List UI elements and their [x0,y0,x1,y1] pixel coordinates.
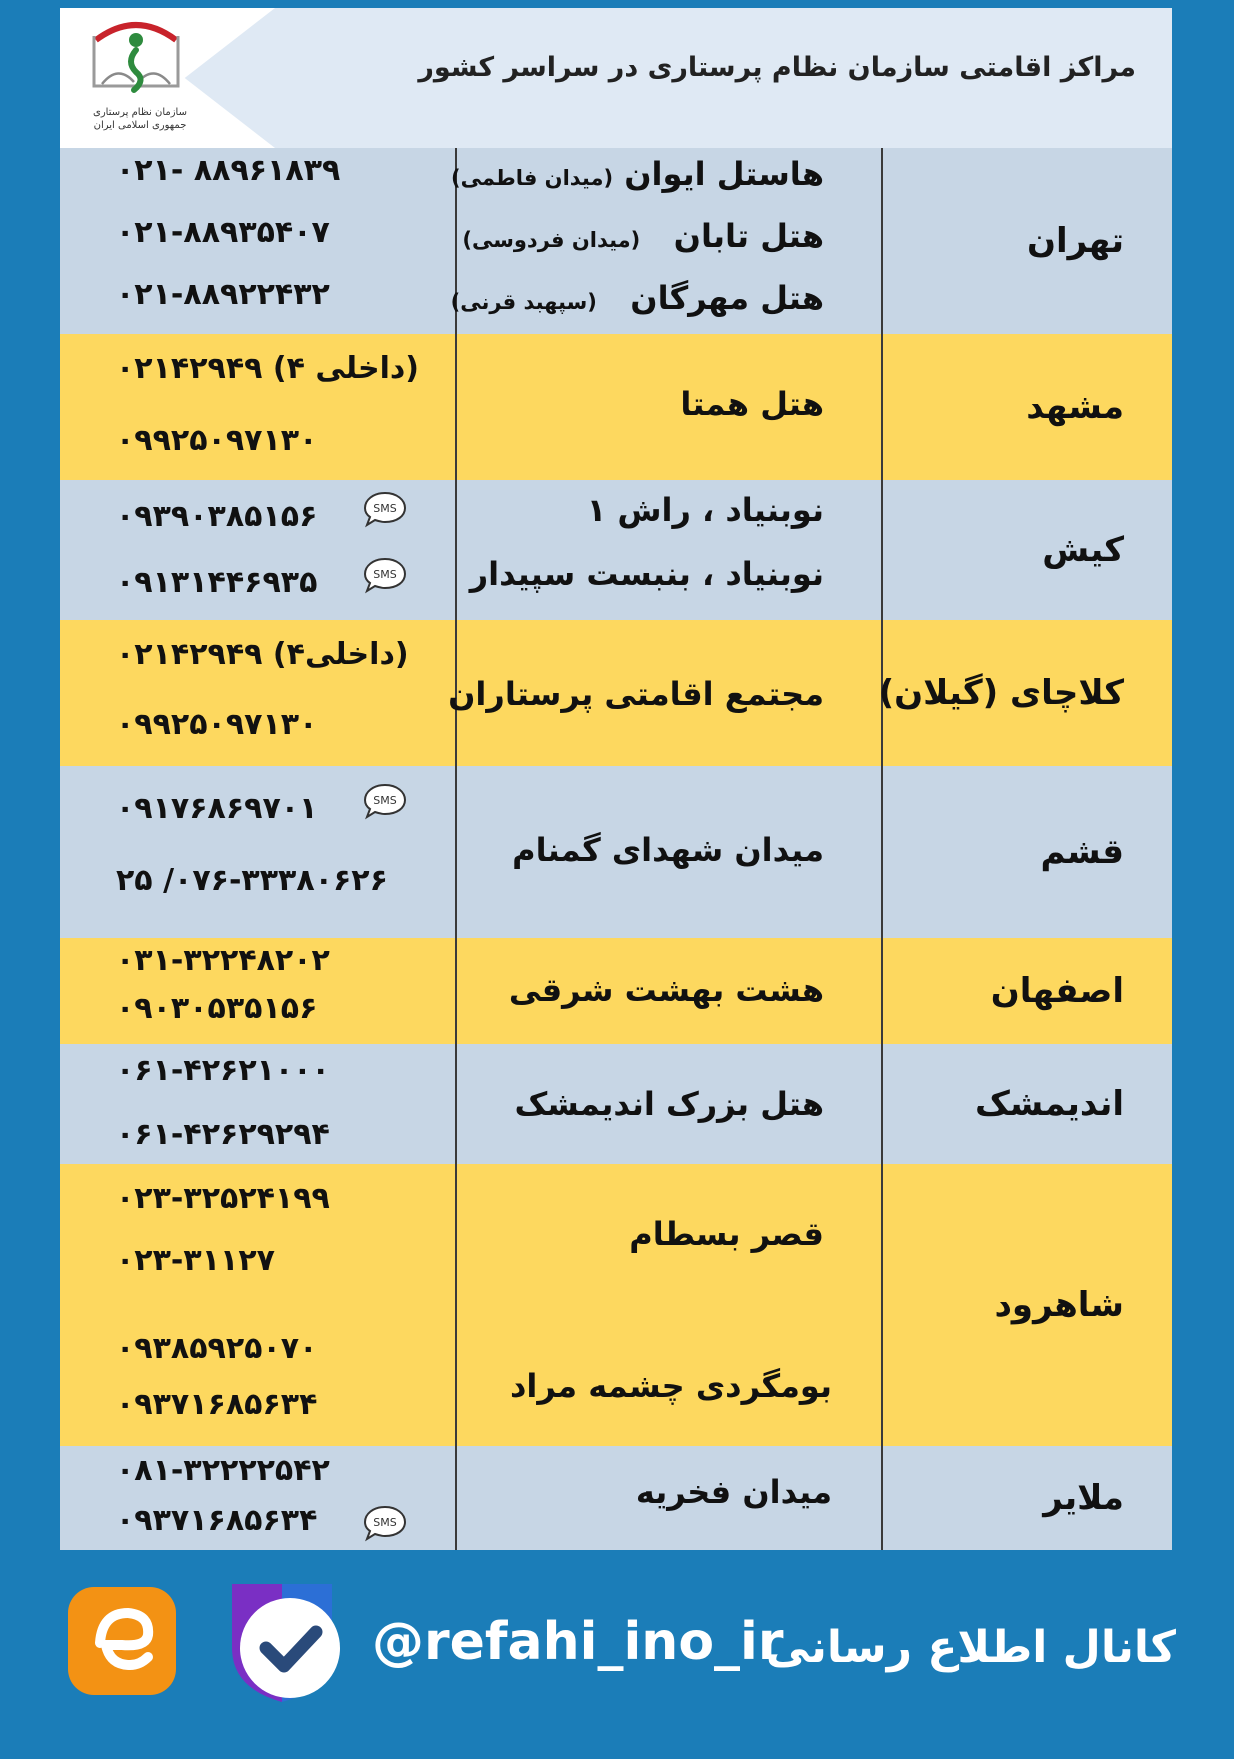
svg-text:SMS: SMS [373,568,397,581]
place-name: هتل بزرک اندیمشک [514,1085,824,1123]
place-name: هاستل ایوان (میدان فاطمی) [451,155,824,193]
place-name: بومگردی چشمه مراد [509,1367,832,1405]
phone-number: ۰۹۹۲۵۰۹۷۱۳۰ [116,423,318,458]
city-cell: تهران [1026,221,1124,261]
phone-number: ۰۹۹۲۵۰۹۷۱۳۰ [116,707,318,742]
phone-number: ۰۹۳۷۱۶۸۵۶۳۴ [116,1503,318,1538]
phone-number: ۰۲۱-۸۸۹۲۲۴۳۲ [116,277,330,312]
sms-icon [362,1504,408,1542]
table-row [60,334,1172,480]
city-cell: اصفهان [990,971,1124,1011]
city-cell: قشم [1040,832,1124,872]
phone-number: (داخلی۴) ۰۲۱۴۲۹۴۹ [116,637,409,672]
svg-text:SMS: SMS [373,1516,397,1529]
channel-handle-link[interactable]: @refahi_ino_ir [372,1612,784,1672]
accommodation-table [60,148,1172,1550]
svg-text:SMS: SMS [373,794,397,807]
phone-number: ۰۹۳۷۱۶۸۵۶۳۴ [116,1387,318,1422]
page-title: مراکز اقامتی سازمان نظام پرستاری در سراسر کشور [418,52,1136,83]
sms-icon [362,782,408,820]
place-name: هشت بهشت شرقی [508,971,824,1009]
place-name: هتل مهرگان (سپهبد قرنی) [450,279,824,317]
place-name: مجتمع اقامتی پرستاران [448,675,824,713]
phone-number: ۰۲۳-۳۲۵۲۴۱۹۹ [116,1181,330,1216]
checkmark-icon [220,1578,344,1706]
phone-number: ۰۹۰۳۰۵۳۵۱۵۶ [116,991,318,1026]
place-name: میدان شهدای گمنام [512,831,824,869]
phone-number: ۰۷۶-۳۳۳۸۰۶۲۶/ ۲۵ [116,863,388,898]
table-row [60,620,1172,766]
place-name: هتل تابان (میدان فردوسی) [462,217,824,255]
phone-number: ۰۶۱-۴۲۶۲۱۰۰۰ [116,1053,330,1088]
table-row [60,938,1172,1044]
channel-label: کانال اطلاع رسانی [765,1622,1176,1673]
phone-number: ۰۶۱-۴۲۶۲۹۲۹۴ [116,1117,330,1152]
phone-number: ۰۹۳۸۵۹۲۵۰۷۰ [116,1331,318,1366]
eitaa-app-icon[interactable] [66,1585,178,1697]
city-cell: شاهرود [994,1285,1124,1325]
table-row [60,480,1172,620]
place-name: میدان فخریه [635,1473,832,1511]
sms-icon [362,490,408,528]
phone-number: ۰۲۱-۸۸۹۳۵۴۰۷ [116,215,330,250]
city-cell: کلاچای (گیلان) [878,673,1124,713]
city-cell: کیش [1042,530,1124,570]
place-name: قصر بسطام [629,1215,824,1253]
place-name: هتل همتا [680,385,824,423]
phone-number: ۰۹۳۹۰۳۸۵۱۵۶ [116,499,318,534]
sms-icon [362,556,408,594]
city-cell: ملایر [1043,1478,1124,1518]
place-name: نوبنیاد ، بنبست سپیدار [469,555,824,593]
phone-number: ۰۹۱۷۶۸۶۹۷۰۱ [116,791,318,826]
logo-caption: سازمان نظام پرستاری جمهوری اسلامی ایران [93,107,187,131]
svg-text:SMS: SMS [373,502,397,515]
phone-number: ۰۹۱۳۱۴۴۶۹۳۵ [116,565,318,600]
phone-number: ۰۸۱-۳۲۲۲۲۵۴۲ [116,1453,330,1488]
table-row [60,1044,1172,1164]
nursing-organization-logo-icon [88,14,184,104]
phone-number: ۰۲۳-۳۱۱۲۷ [116,1243,275,1278]
phone-number: ۰۳۱-۳۲۲۴۸۲۰۲ [116,943,330,978]
phone-number: (داخلی ۴) ۰۲۱۴۲۹۴۹ [116,351,420,386]
table-row [60,1446,1172,1550]
table-row [60,148,1172,334]
table-row [60,1164,1172,1446]
city-cell: اندیمشک [974,1084,1124,1124]
city-cell: مشهد [1026,387,1124,427]
place-name: نوبنیاد ، راش ۱ [586,491,824,529]
phone-number: ۰۲۱- ۸۸۹۶۱۸۳۹ [116,153,341,188]
table-row [60,766,1172,938]
